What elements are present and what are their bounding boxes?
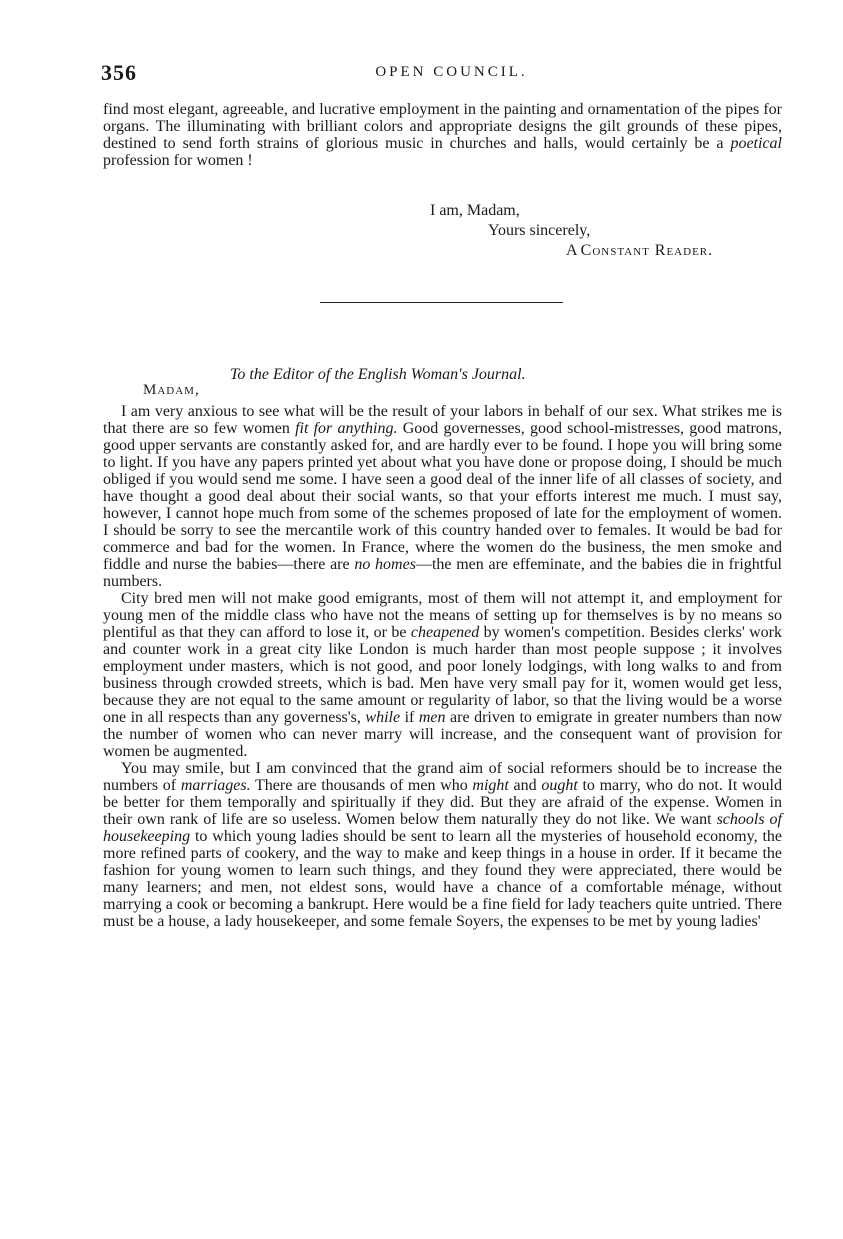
second-letter-body (103, 403, 782, 930)
text-run: if (400, 709, 419, 726)
page-number: 356 (101, 60, 137, 85)
body-paragraph (103, 101, 782, 169)
letter-title: To the Editor of the English Woman's Journal. (230, 366, 526, 383)
text-run: Good governesses, good school-mistresses, good matrons, good upper servants are constantly asked for, and are hardly ever to be found. I hope you will bring some to light. If you have any papers printed yet about what you have done or propose doing, I should be much obliged if you would send me some. I have seen a good deal of the inner life of all classes of society, and have thought a good deal about their social wants, so that your efforts interest me much. I must say, however, I cannot hope much from some of the schemes proposed of late for the employment of women. I should be sorry to see the mercantile work of this country handed over to females. It would be bad for commerce and bad for the women. In France, where the women do the business, the men smoke and fiddle and nurse the babies—there are (103, 420, 783, 573)
italic-text-run: fit for anything. (295, 420, 398, 437)
body-paragraph (103, 403, 782, 590)
signature-name: Constant Reader. (580, 242, 714, 259)
section-divider-rule (320, 302, 563, 303)
signature-initial: A (566, 242, 577, 259)
letter-signature (566, 242, 713, 259)
italic-text-run: marriages. (180, 777, 251, 794)
italic-text-run: men (418, 709, 446, 726)
text-run: I am very anxious to see what will be the result of your labors in behalf of our sex. What strikes me is that there are so few women (103, 403, 782, 437)
first-letter-closing-paragraph (103, 101, 782, 169)
letter-valediction: Yours sincerely, (488, 222, 591, 239)
text-run: You may smile, but I am convinced that the grand aim of social reformers should be to increase the numbers of (103, 760, 782, 794)
italic-text-run: poetical (730, 135, 782, 152)
text-run: There are thousands of men who (250, 777, 473, 794)
page-header (101, 60, 782, 88)
italic-text-run: cheapened (410, 624, 480, 641)
text-run: by women's competition. Besides clerks' work and counter work in a great city like London is much harder than most people suppose ; it involves employment under masters, which is not good, and poor lonely lodgings, with long walks to and from business through crowded streets, which is bad. Men have very small pay for it, women would get less, because they are not equal to the same amount or regularity of labor, so that the living would be a worse one in all respects than any governess's, (103, 624, 782, 726)
text-run: are driven to emigrate in greater numbers than now the number of women who can never marry will increase, and the consequent want of provision for women be augmented. (103, 709, 783, 760)
italic-text-run: while (365, 709, 401, 726)
italic-text-run: ought (541, 777, 578, 794)
body-paragraph (103, 760, 782, 930)
letter-closing: I am, Madam, (430, 202, 520, 219)
letter-salutation: Madam, (143, 382, 200, 398)
text-run: —the men are effeminate, and the babies die in frightful numbers. (103, 556, 782, 590)
text-run: find most elegant, agreeable, and lucrative employment in the painting and ornamentation of the pipes for organs. The illuminating with brilliant colors and appropriate designs the gilt grounds of these pipes, destined to send forth strains of glorious music in churches and halls, would certainly be a (103, 101, 782, 152)
text-run: to which young ladies should be sent to learn all the mysteries of household economy, the more refined parts of cookery, and the way to make and keep things in a house in order. If it became the fashion for young women to learn such things, and they found they were appreciated, there would be many learners; and men, not eldest sons, would have a chance of a comfortable ménage, without marrying a cook or becoming a bankrupt. Here would be a fine field for lady teachers quite untried. There must be a house, a lady housekeeper, and some female Soyers, the expenses to be met by young ladies' (103, 828, 782, 930)
text-run: and (508, 777, 542, 794)
body-paragraph (103, 590, 782, 760)
text-run: City bred men will not make good emigrants, most of them will not attempt it, and employment for young men of the middle class who have not the means of setting up for themselves is by no means so plentiful as that they can afford to lose it, or be (103, 590, 782, 641)
italic-text-run: no homes (354, 556, 416, 573)
italic-text-run: might (472, 777, 509, 794)
running-head: OPEN COUNCIL. (375, 64, 528, 80)
italic-text-run: schools of housekeeping (103, 811, 782, 845)
text-run: to marry, who do not. It would be better for them temporally and spiritually if they did. But they are afraid of the expense. Women in their own rank of life are so useless. Women below them naturally they do not like. We want (103, 777, 782, 828)
text-run: profession for women ! (103, 152, 253, 169)
